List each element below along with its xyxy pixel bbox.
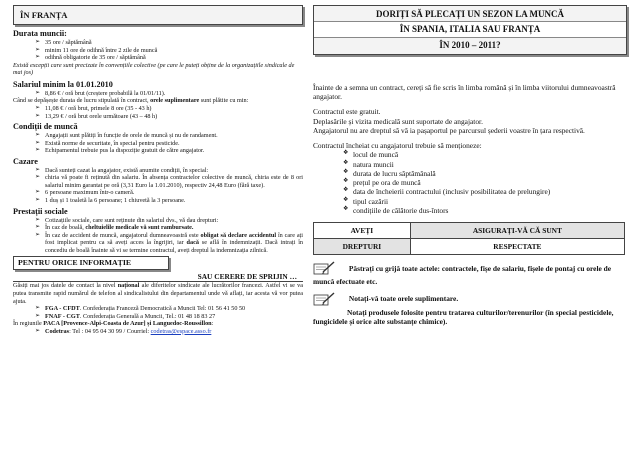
rights-table-cell: AVEȚI [314,223,411,239]
list-item: ➢ odihnă obligatorie de 35 ore / săptămână [35,54,303,62]
list-item: ➢ Există norme de securitate, în special pentru pesticide. [35,140,303,148]
contact-details: . Confederația Franceză Democratică a Muncii Tel: 01 56 41 50 50 [79,305,246,313]
contract-list [313,150,629,215]
list-item: ➢ 6 persoane maximum într-o cameră. [35,189,303,197]
right-header [313,5,627,55]
info-header [13,256,303,270]
note-products-text: Notați produsele folosite pentru tratarea culturilor/terenurilor (în special pesticidele, fungicidele și orice alte substanțe chimice). [313,307,614,327]
pencil-note-icon [313,261,335,277]
right-header-line2: ÎN SPANIA, ITALIA SAU FRANȚA [314,22,626,38]
list-item: ❖ data de încheierii contractului (inclusiv posibilitatea de prelungire) [343,187,629,196]
salariu-text-bold: orele suplimentare [150,97,200,105]
region-text [13,320,303,328]
paragraph: Deplasările și vizita medicală sunt suportate de angajator. [313,116,483,126]
cazare-title: Cazare [13,156,38,166]
salariu-list [13,90,303,98]
prestatii-item3-mid: în care ați fost implicat pentru ca să aveți acces la îngrijiri, iar [45,231,303,247]
prestatii-item3-bold1: obligat să declare accidentul [200,231,277,239]
list-item: ➢ 11,08 € / oră brut, primele 8 ore (35 - 43 h) [35,105,303,113]
info-text [13,282,303,305]
paragraph: Contractul încheiat cu angajatorul trebuie să menționeze: [313,141,482,151]
list-item: ❖ tipul cazării [343,197,629,206]
prestatii-title: Prestații sociale [13,206,68,216]
region-bold: PACA [Provence-Alpi-Coasta de Azur] și Languedoc-Roussillon [43,320,212,328]
salariu-text-post: sunt plătite cu min: [199,97,249,105]
contact-item [35,328,303,336]
prestatii-item3-pre: În caz de accident de muncă, angajatorul dumneavoastră este [45,231,201,239]
list-item: ❖ locul de muncă [343,150,629,159]
contacts-list [13,305,303,320]
list-item: ➢ 8,86 € / oră brut (creștere probabilă la 01/01/11). [35,90,303,98]
keep-documents-note [313,261,629,287]
prestatii-item2-bold: cheltuielile medicale vă sunt rambursate. [85,224,194,232]
salariu-text [13,97,303,105]
note-products [313,308,629,327]
list-item: ➢ minim 11 ore de odihnă între 2 zile de muncă [35,47,303,55]
cazare-section [13,157,303,205]
email-link[interactable]: codetras@espace.asso.fr [150,327,212,335]
contact-details: . Confederația Generală a Muncii, Tel.: 01 48 18 83 27 [79,312,216,320]
list-item: ❖ prețul pe ora de muncă [343,178,629,187]
rights-table-cell: DREPTURI [314,239,411,255]
info-header-box: PENTRU ORICE INFORMAȚIE [13,256,169,270]
paragraph: Înainte de a semna un contract, cereți să fie scris în limba română și în limba viitorului dumneavoastră angajator. [313,82,616,102]
paragraph: Contractul este gratuit. [313,107,381,117]
list-item: ➢ 13,29 € / oră brut orele următoare (43 – 48 h) [35,113,303,121]
salariu-title: Salariul minim la 01.01.2010 [13,79,113,89]
right-column [313,0,629,326]
left-header: ÎN FRANȚA [13,5,303,25]
contact-org: FGA - CFDT [45,305,80,313]
list-item: ➢ Angajații sunt plătiți în funcție de orele de muncă și nu de randament. [35,132,303,140]
region-post: : [211,320,214,328]
note-overtime: Notați-vă toate orele suplimentare. [348,294,459,304]
info-subheader: SAU CERERE DE SPRIJIN … [13,272,303,282]
conditii-section [13,122,303,155]
contract-info [313,83,629,215]
note-keep-documents: Păstrați cu grijă toate actele: contractele, fișe de salariu, fișele de pontaj cu orele de muncă efectuate etc. [313,263,612,287]
rights-table-cell: RESPECTATE [410,239,624,255]
list-item: ➢ 1 duș și 1 toaletă la 6 persoane; 1 chiuvetă la 3 persoane. [35,197,303,205]
conditii-list [13,132,303,155]
codetras-details: : Tel : 04 95 04 30 99 / Courriel: [69,327,151,335]
durata-title: Durata muncii: [13,29,67,38]
contact-org: FNAF - CGT [45,312,80,320]
rights-table [313,222,625,255]
prestatii-section [13,207,303,255]
info-text-pre: Găsiți mai jos datele de contact la nivel [13,282,118,290]
overtime-note [313,292,629,327]
list-item: ➢ Cotizațiile sociale, care sunt reținute din salariul dvs., vă dau drepturi: [35,217,303,225]
list-item: ❖ natura muncii [343,160,629,169]
list-item: ➢ Echipamentul trebuie pus la dispoziție gratuit de către angajator. [35,147,303,155]
contact-item [35,313,303,321]
region-pre: În regiunile [13,320,44,328]
list-item [35,232,303,255]
conditii-title: Condiții de muncă [13,122,78,132]
info-text-bold: național [117,282,140,290]
prestatii-item2-pre: În caz de boală, [45,224,86,232]
list-item [35,224,303,232]
prestatii-list [13,217,303,255]
list-item: ➢ 35 ore / săptămână [35,39,303,47]
paragraph: Angajatorul nu are dreptul să vă ia pașaportul pe parcursul șederii voastre în țara respectivă. [313,125,585,135]
contact-item [35,305,303,313]
list-item: ❖ condițiile de călătorie dus-întors [343,206,629,215]
codetras-list [13,328,303,336]
durata-note: Există excepții care sunt precizate în convențiile colective (pe care le puteți obține de la organizațiile sindicale de mai jos) [13,61,295,77]
salariu-text-pre: Când se depășește durata de lucru stipulată în contract, [13,97,151,105]
durata-list [13,39,303,62]
codetras-name: Codetras [45,327,70,335]
cazare-list [13,167,303,205]
info-text-post: ale diferitelor sindicate ale lucrătorilor francezi. Astfel vi se va putea transmite rapid numărul de telefon al sindicalistului din departamentul unde vă aflați, iar acesta vă vor putea ajuta. [13,282,304,305]
right-header-line1: DORIȚI SĂ PLECAȚI UN SEZON LA MUNCĂ [314,6,626,22]
durata-section [13,29,303,77]
prestatii-item3-bold2: dacă [186,239,199,247]
list-item: ❖ durata de lucru săptămânală [343,169,629,178]
right-header-line3: ÎN 2010 – 2011? [314,38,626,54]
pencil-note-icon [313,292,335,308]
prestatii-item3-post: se află în indemnizații. Dacă intrați în concediu de boală înainte să vi se termine contractul, aveți dreptul la indemnizația zilnică. [45,239,304,254]
salariu-section [13,80,303,120]
salariu-list-2 [13,105,303,120]
left-column [13,0,303,335]
list-item: ➢ Dacă sunteți cazat la angajator, există anumite condiții, în special: [35,167,303,175]
list-item: ➢ chiria vă poate fi reținută din salariu. În absența contractelor colective de muncă, chiria este de 8 ori salariul minim garantat pe oră (3,31 Euro la 1.01.2010), respectiv 24,48 Euro (fără taxe). [35,174,303,189]
rights-table-cell: ASIGURAȚI-VĂ CĂ SUNT [410,223,624,239]
